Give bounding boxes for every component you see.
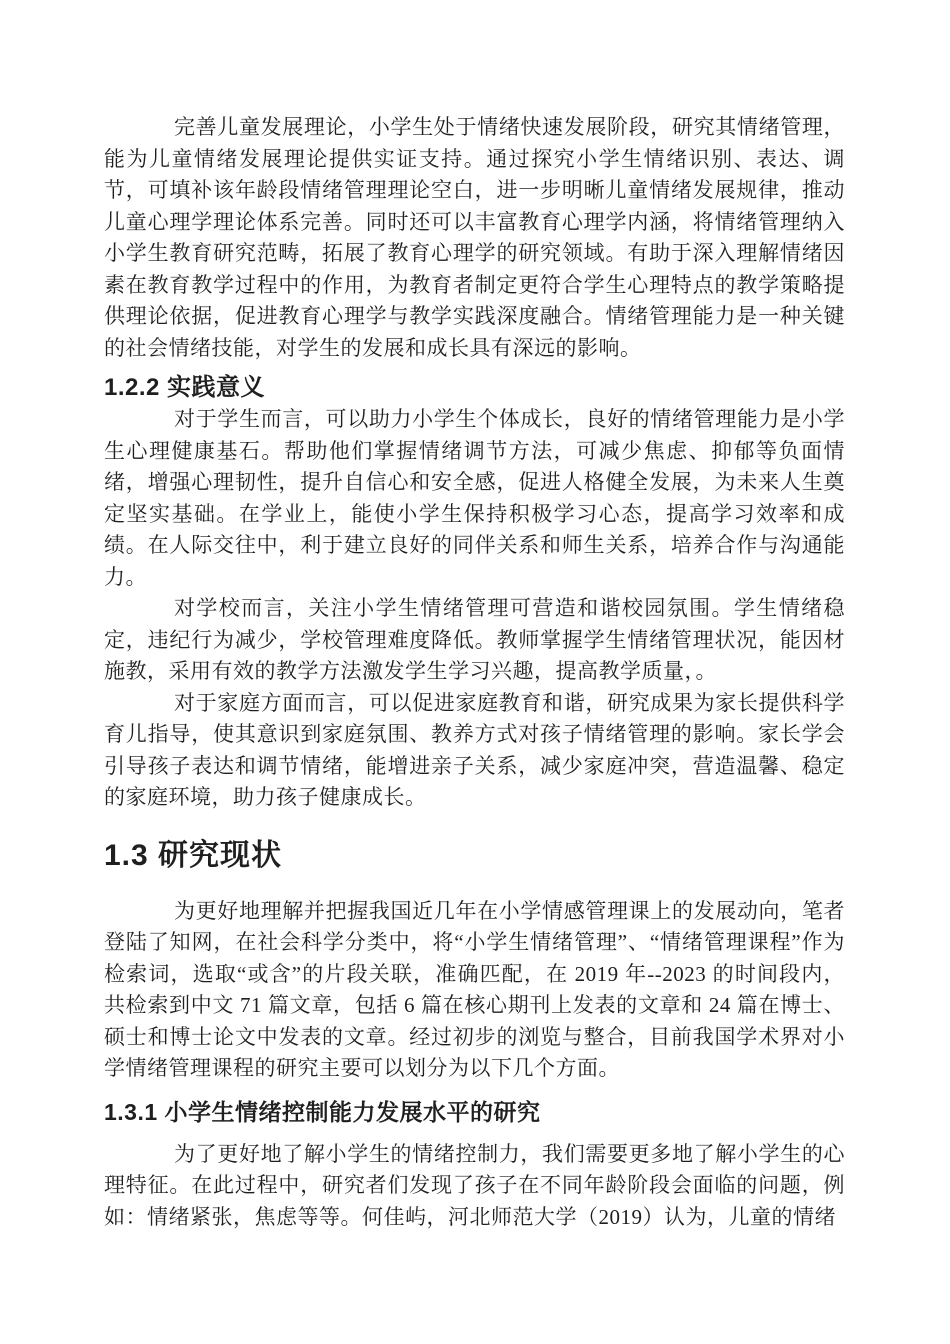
paragraph-significance-for-school: 对学校而言，关注小学生情绪管理可营造和谐校园氛围。学生情绪稳定，违纪行为减少，学校管理难度降低。教师掌握学生情绪管理状况，能因材施教，采用有效的教学方法激发学生学习兴趣，提高教学质量，。 <box>104 596 845 683</box>
heading-1-3-1-emotional-control-development-research: 1.3.1 小学生情绪控制能力发展水平的研究 <box>104 1098 541 1125</box>
paragraph-significance-for-family: 对于家庭方面而言，可以促进家庭教育和谐，研究成果为家长提供科学育儿指导，使其意识到家庭氛围、教养方式对孩子情绪管理的影响。家长学会引导孩子表达和调节情绪，能增进亲子关系，减少家庭冲突，营造温馨、稳定的家庭环境，助力孩子健康成长。 <box>104 690 845 809</box>
heading-1-2-2-practical-significance: 1.2.2 实践意义 <box>104 374 266 401</box>
paragraph-theoretical-significance: 完善儿童发展理论，小学生处于情绪快速发展阶段，研究其情绪管理，能为儿童情绪发展理论提供实证支持。通过探究小学生情绪识别、表达、调节，可填补该年龄段情绪管理理论空白，进一步明晰儿童情绪发展规律，推动儿童心理学理论体系完善。同时还可以丰富教育心理学内涵，将情绪管理纳入小学生教育研究范畴，拓展了教育心理学的研究领域。有助于深入理解情绪因素在教育教学过程中的作用，为教育者制定更符合学生心理特点的教学策略提供理论依据，促进教育心理学与教学实践深度融合。情绪管理能力是一种关键的社会情绪技能，对学生的发展和成长具有深远的影响。 <box>104 115 845 360</box>
paragraph-significance-for-students: 对于学生而言，可以助力小学生个体成长，良好的情绪管理能力是小学生心理健康基石。帮助他们掌握情绪调节方法，可减少焦虑、抑郁等负面情绪，增强心理韧性，提升自信心和安全感，促进人格健全发展，为未来人生奠定坚实基础。在学业上，能使小学生保持积极学习心态，提高学习效率和成绩。在人际交往中，利于建立良好的同伴关系和师生关系，培养合作与沟通能力。 <box>104 407 845 589</box>
paragraph-cnki-literature-search: 为更好地理解并把握我国近几年在小学情感管理课上的发展动向，笔者登陆了知网，在社会科学分类中，将“小学生情绪管理”、“情绪管理课程”作为检索词，选取“或含”的片段关联，准确匹配，在 2019 年--2023 的时间段内，共检索到中文 71 篇文章，包括 6 篇在核心期刊上发表的文章和 24 篇在博士、硕士和博士论文中发表的文章。经过初步的浏览与整合，目前我国学术界对小学情绪管理课程的研究主要可以划分为以下几个方面。 <box>104 898 845 1080</box>
paragraph-emotional-control-research-intro: 为了更好地了解小学生的情绪控制力，我们需要更多地了解小学生的心理特征。在此过程中，研究者们发现了孩子在不同年龄阶段会面临的问题，例如：情绪紧张，焦虑等等。何佳屿，河北师范大学（2019）认为，儿童的情绪 <box>104 1141 845 1229</box>
heading-1-3-research-status: 1.3 研究现状 <box>104 838 283 872</box>
